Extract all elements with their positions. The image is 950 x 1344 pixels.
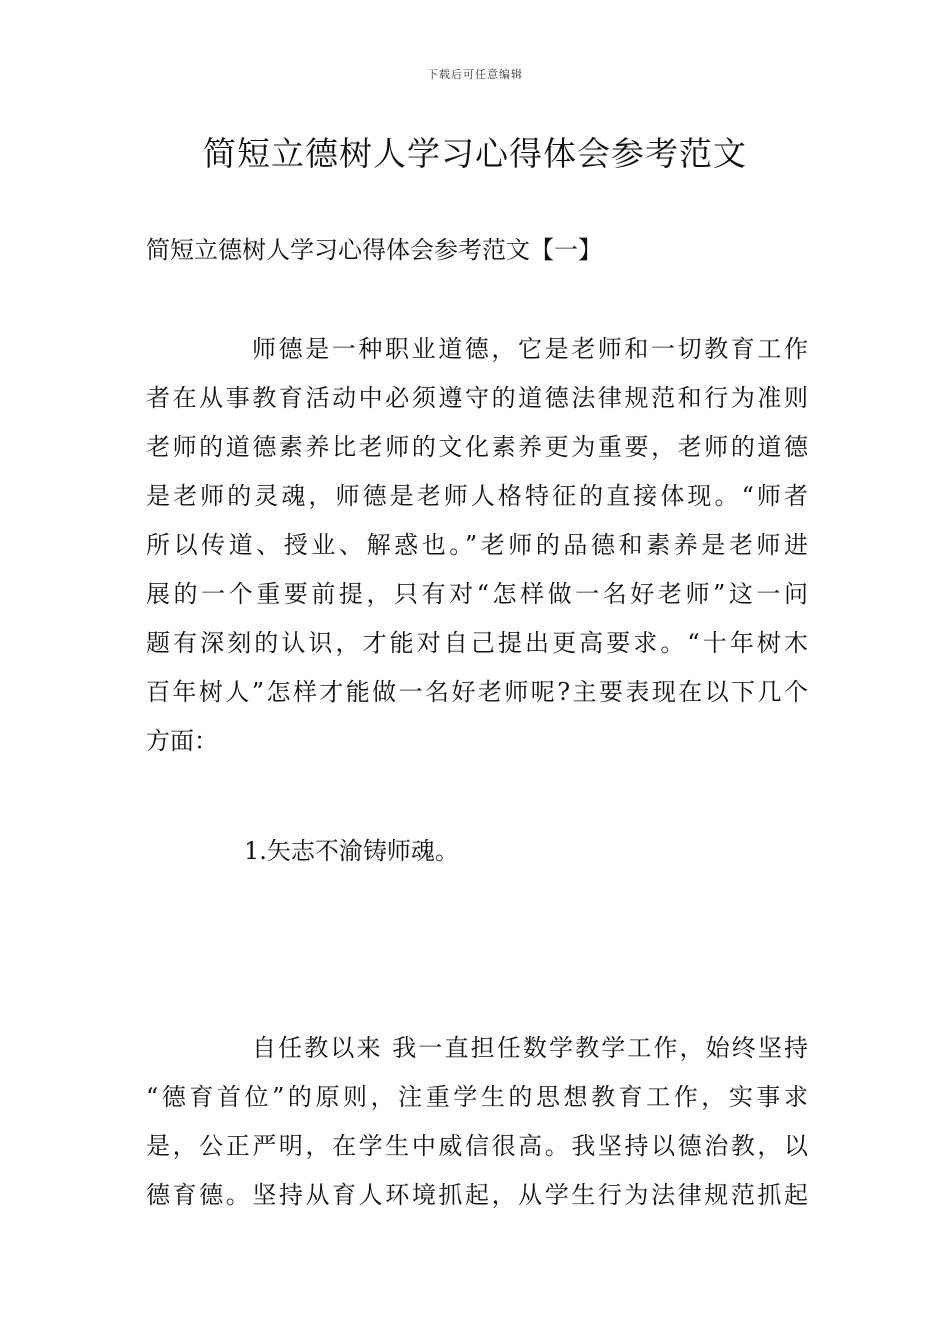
- header-note: 下载后可任意编辑: [427, 68, 523, 81]
- paragraph-line: 者在从事教育活动中必须遵守的道德法律规范和行为准则: [146, 384, 808, 412]
- paragraph-line: 方面：: [146, 727, 218, 755]
- paragraph-line: 是，公正严明，在学生中威信很高。我坚持以德治教，以: [146, 1132, 808, 1160]
- paragraph-line: 老师的道德素养比老师的文化素养更为重要，老师的道德: [146, 433, 808, 461]
- paragraph-line: 题有深刻的认识，才能对自己提出更高要求。“十年树木: [146, 629, 808, 657]
- paragraph-line: 百年树人”怎样才能做一名好老师呢?主要表现在以下几个: [146, 678, 808, 706]
- paragraph-line: 展的一个重要前提，只有对“怎样做一名好老师”这一问: [146, 580, 808, 608]
- paragraph-2: [146, 1024, 808, 1220]
- paragraph-1: [146, 325, 808, 766]
- paragraph-line: 师德是一种职业道德，它是老师和一切教育工作: [252, 335, 808, 363]
- list-item: 1.矢志不渝铸师魂。: [244, 837, 459, 865]
- paragraph-line: “德育首位”的原则，注重学生的思想教育工作，实事求: [146, 1083, 808, 1111]
- paragraph-line: 是老师的灵魂，师德是老师人格特征的直接体现。“师者: [146, 482, 808, 510]
- document-title: 简短立德树人学习心得体会参考范文: [203, 134, 747, 173]
- paragraph-line: 德育德。坚持从育人环境抓起，从学生行为法律规范抓起: [146, 1181, 808, 1209]
- paragraph-line: 所以传道、授业、解惑也。”老师的品德和素养是老师进: [146, 531, 808, 559]
- section-heading: 简短立德树人学习心得体会参考范文【一】: [146, 236, 602, 264]
- paragraph-line: 自任教以来 我一直担任数学教学工作，始终坚持: [252, 1034, 808, 1062]
